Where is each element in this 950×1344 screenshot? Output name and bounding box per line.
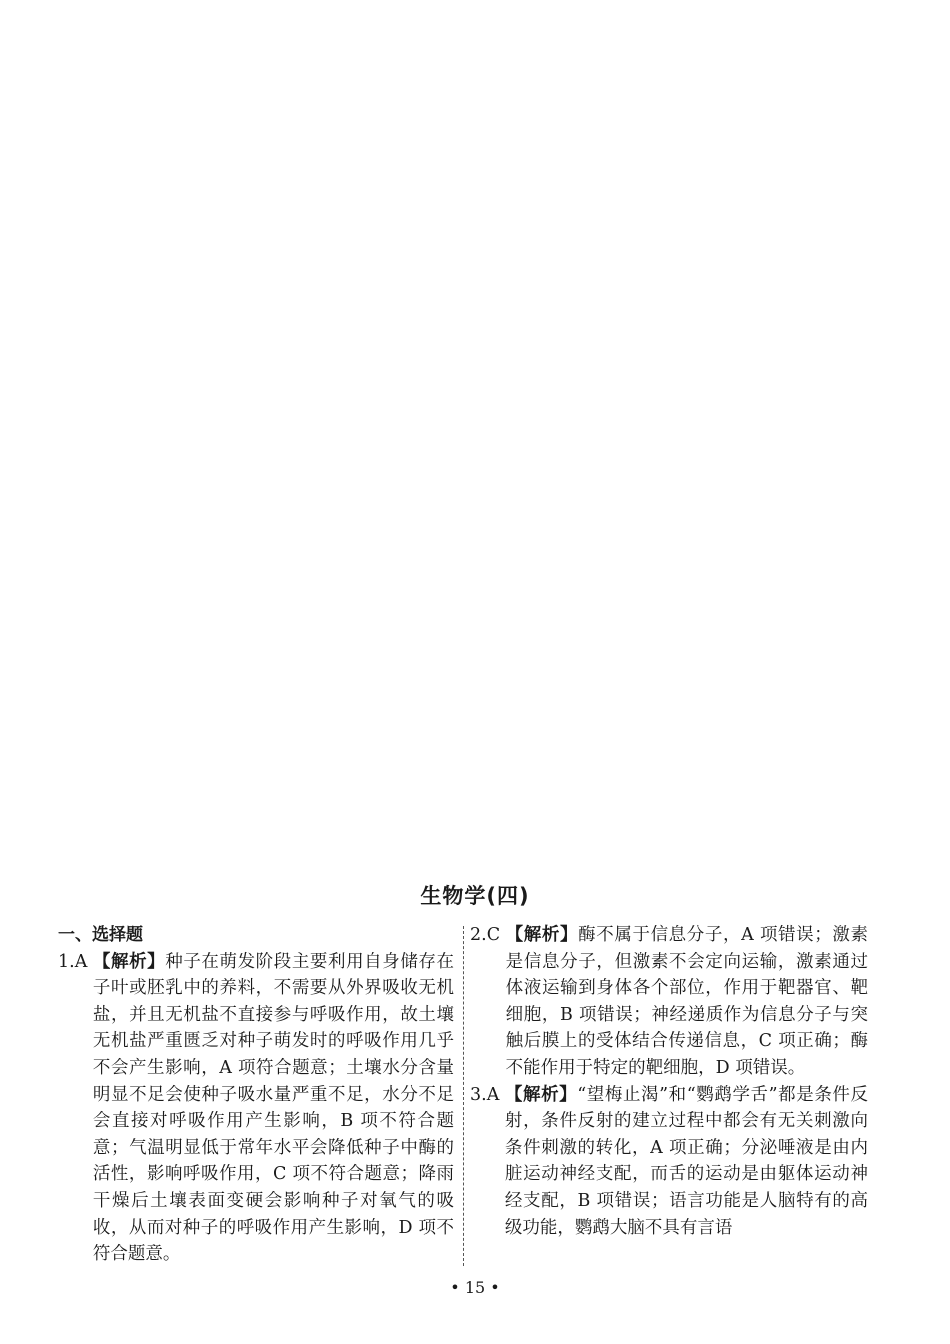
question-number <box>470 1082 505 1109</box>
question-answer: A <box>486 1084 500 1105</box>
question-2 <box>470 922 868 1082</box>
question-number-text: 1. <box>58 951 75 972</box>
question-answer: A <box>74 951 88 972</box>
question-number-text: 2. <box>470 925 487 945</box>
question-body <box>506 922 868 1082</box>
question-body <box>505 1082 868 1242</box>
question-text: “望梅止渴”和“鹦鹉学舌”都是条件反射，条件反射的建立过程中都会有无关刺激向条件刺激的转化，A 项正确；分泌唾液是由内脏运动神经支配，而舌的运动是由躯体运动神经支配，B 项错误；语言功能是人脑特有的高级功能，鹦鹉大脑不具有言语 <box>504 1084 868 1238</box>
question-1 <box>58 949 454 1268</box>
question-answer: C <box>486 925 501 945</box>
analysis-tag: 【解析】 <box>92 951 166 972</box>
analysis-tag: 【解析】 <box>504 1084 578 1105</box>
right-column <box>470 922 868 1241</box>
question-body <box>93 949 454 1268</box>
page-title: 生物学(四) <box>420 884 530 908</box>
section-heading: 一、选择题 <box>58 925 143 945</box>
question-number <box>470 922 506 949</box>
page-number: • 15 • <box>450 1278 500 1297</box>
question-text: 种子在萌发阶段主要利用自身储存在子叶或胚乳中的养料，不需要从外界吸收无机盐，并且无机盐不直接参与呼吸作用，故土壤无机盐严重匮乏对种子萌发时的呼吸作用几乎不会产生影响，A 项符合题意；土壤水分含量明显不足会使种子吸水量严重不足，水分不足会直接对呼吸作用产生影响，B 项不符合题意；气温明显低于常年水平会降低种子中酶的活性，影响呼吸作用，C 项不符合题意；降雨干燥后土壤表面变硬会影响种子对氧气的吸收，从而对种子的呼吸作用产生影响，D 项不符合题意。 <box>92 951 455 1265</box>
analysis-tag: 【解析】 <box>505 925 579 945</box>
question-number-text: 3. <box>470 1084 487 1105</box>
question-number <box>58 949 93 976</box>
left-column <box>58 922 454 1268</box>
question-text: 酶不属于信息分子，A 项错误；激素是信息分子，但激素不会定向运输，激素通过体液运输到身体各个部位，作用于靶器官、靶细胞，B 项错误；神经递质作为信息分子与突触后膜上的受体结合传递信息，C 项正确；酶不能作用于特定的靶细胞，D 项错误。 <box>505 925 869 1078</box>
column-divider <box>463 926 464 1266</box>
question-3 <box>470 1082 868 1242</box>
